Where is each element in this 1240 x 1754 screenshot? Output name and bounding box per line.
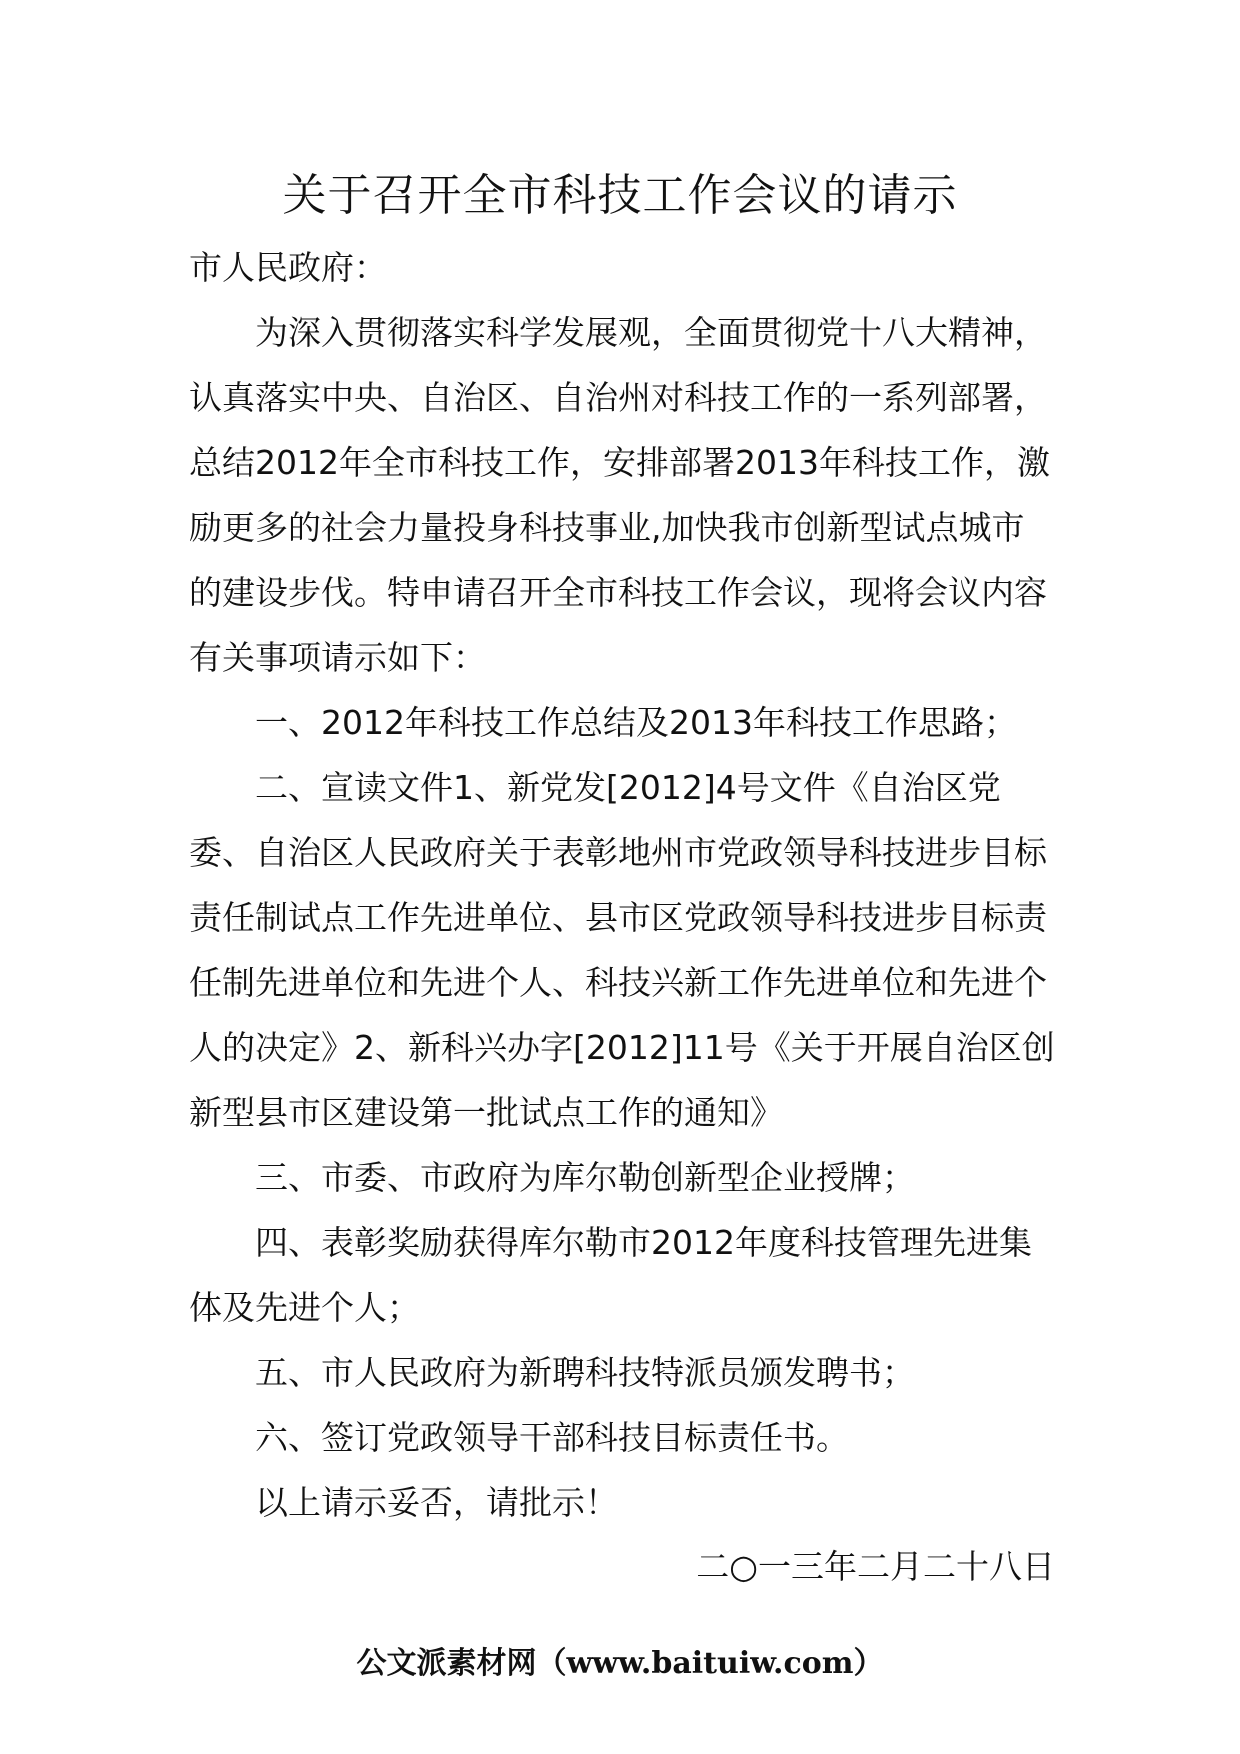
- document-date: 二○一三年二月二十八日: [696, 1547, 1055, 1586]
- agenda-item-6: 六、签订党政领导干部科技目标责任书。: [255, 1418, 849, 1457]
- intro-paragraph: 为深入贯彻落实科学发展观，全面贯彻党十八大精神，认真落实中央、自治区、自治州对科技工作的一系列部署，总结2012年全市科技工作，安排部署2013年科技工作，激励更多的社会力量投身科技事业,加快我市创新型试点城市的建设步伐。特申请召开全市科技工作会议，现将会议内容有关事项请示如下：: [189, 313, 1050, 677]
- agenda-item-4: 四、表彰奖励获得库尔勒市2012年度科技管理先进集体及先进个人；: [189, 1223, 1032, 1327]
- document-body: [189, 235, 1057, 1535]
- document-title: 关于召开全市科技工作会议的请示: [282, 170, 958, 221]
- agenda-item-2: 二、宣读文件1、新党发[2012]4号文件《自治区党委、自治区人民政府关于表彰地州市党政领导科技进步目标责任制试点工作先进单位、县市区党政领导科技进步目标责任制先进单位和先进个人、科技兴新工作先进单位和先进个人的决定》2、新科兴办字[2012]11号《关于开展自治区创新型县市区建设第一批试点工作的通知》: [189, 768, 1055, 1132]
- agenda-item-1: 一、2012年科技工作总结及2013年科技工作思路；: [255, 703, 1017, 742]
- agenda-item-3: 三、市委、市政府为库尔勒创新型企业授牌；: [255, 1158, 915, 1197]
- salutation: 市人民政府：: [189, 248, 387, 287]
- agenda-item-5: 五、市人民政府为新聘科技特派员颁发聘书；: [255, 1353, 915, 1392]
- closing-line: 以上请示妥否，请批示！: [255, 1483, 618, 1522]
- footer-watermark: 公文派素材网（www.baituiw.com）: [356, 1646, 884, 1681]
